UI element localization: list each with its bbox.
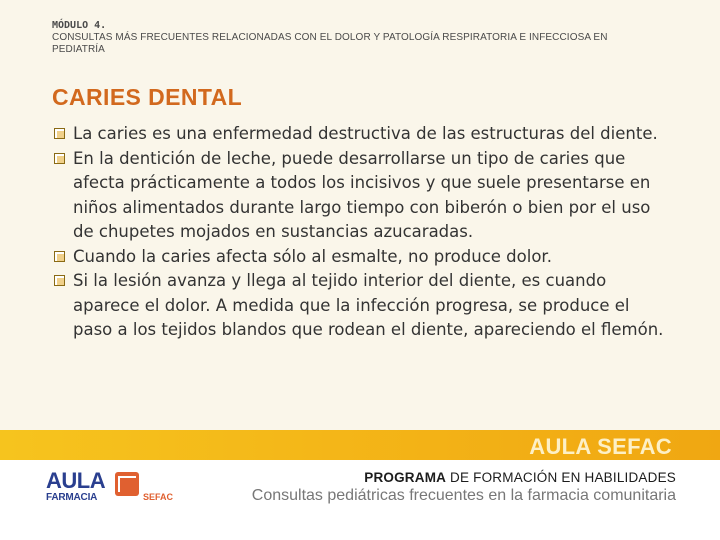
bullet-item [52,147,672,245]
aula-farmacia-logo [46,470,106,503]
bullet-item [52,269,672,343]
module-subtitle: CONSULTAS MÁS FRECUENTES RELACIONADAS CON EL DOLOR Y PATOLOGÍA RESPIRATORIA E INFECCIOSA EN PEDIATRÍA [52,32,608,55]
footer-band [0,430,720,460]
bullet-item [52,122,672,147]
aula-logo-sub: FARMACIA [46,492,98,503]
bullet-text: En la dentición de leche, puede desarrollarse un tipo de caries que afecta prácticamente a todos los incisivos y que suele presentarse en niños alimentados durante largo tiempo con biberón o bien por el uso de chupetes mojados en sustancias azucaradas. [73,148,651,241]
checkbox-square-icon [54,275,65,286]
sefac-logo-tag: SEFAC [143,492,174,502]
module-title: MÓDULO 4. [52,20,107,31]
band-label: AULA SEFAC [529,434,672,459]
sefac-mark-icon [115,472,139,496]
sefac-logo [115,472,177,506]
checkbox-square-icon [54,128,65,139]
program-subtitle: Consultas pediátricas frecuentes en la farmacia comunitaria [251,487,676,504]
bullet-text: Cuando la caries afecta sólo al esmalte, no produce dolor. [73,246,552,266]
bullet-text: Si la lesión avanza y llega al tejido interior del diente, es cuando aparece el dolor. A medida que la infección progresa, se produce el paso a los tejidos blandos que rodean el diente, apareciendo el flemón. [73,271,664,339]
bullet-list [52,122,672,343]
footer [0,460,720,540]
module-header [52,20,652,56]
bullet-text: La caries es una enfermedad destructiva de las estructuras del diente. [73,124,658,143]
checkbox-square-icon [54,251,65,262]
slide-title: CARIES DENTAL [52,84,243,110]
program-title-strong: PROGRAMA [364,470,447,485]
checkbox-square-icon [54,153,65,164]
program-title-rest: DE FORMACIÓN EN HABILIDADES [446,470,676,485]
program-title [230,470,676,486]
bullet-item [52,245,672,270]
program-info [230,470,676,506]
aula-logo-word: AULA [46,468,106,493]
